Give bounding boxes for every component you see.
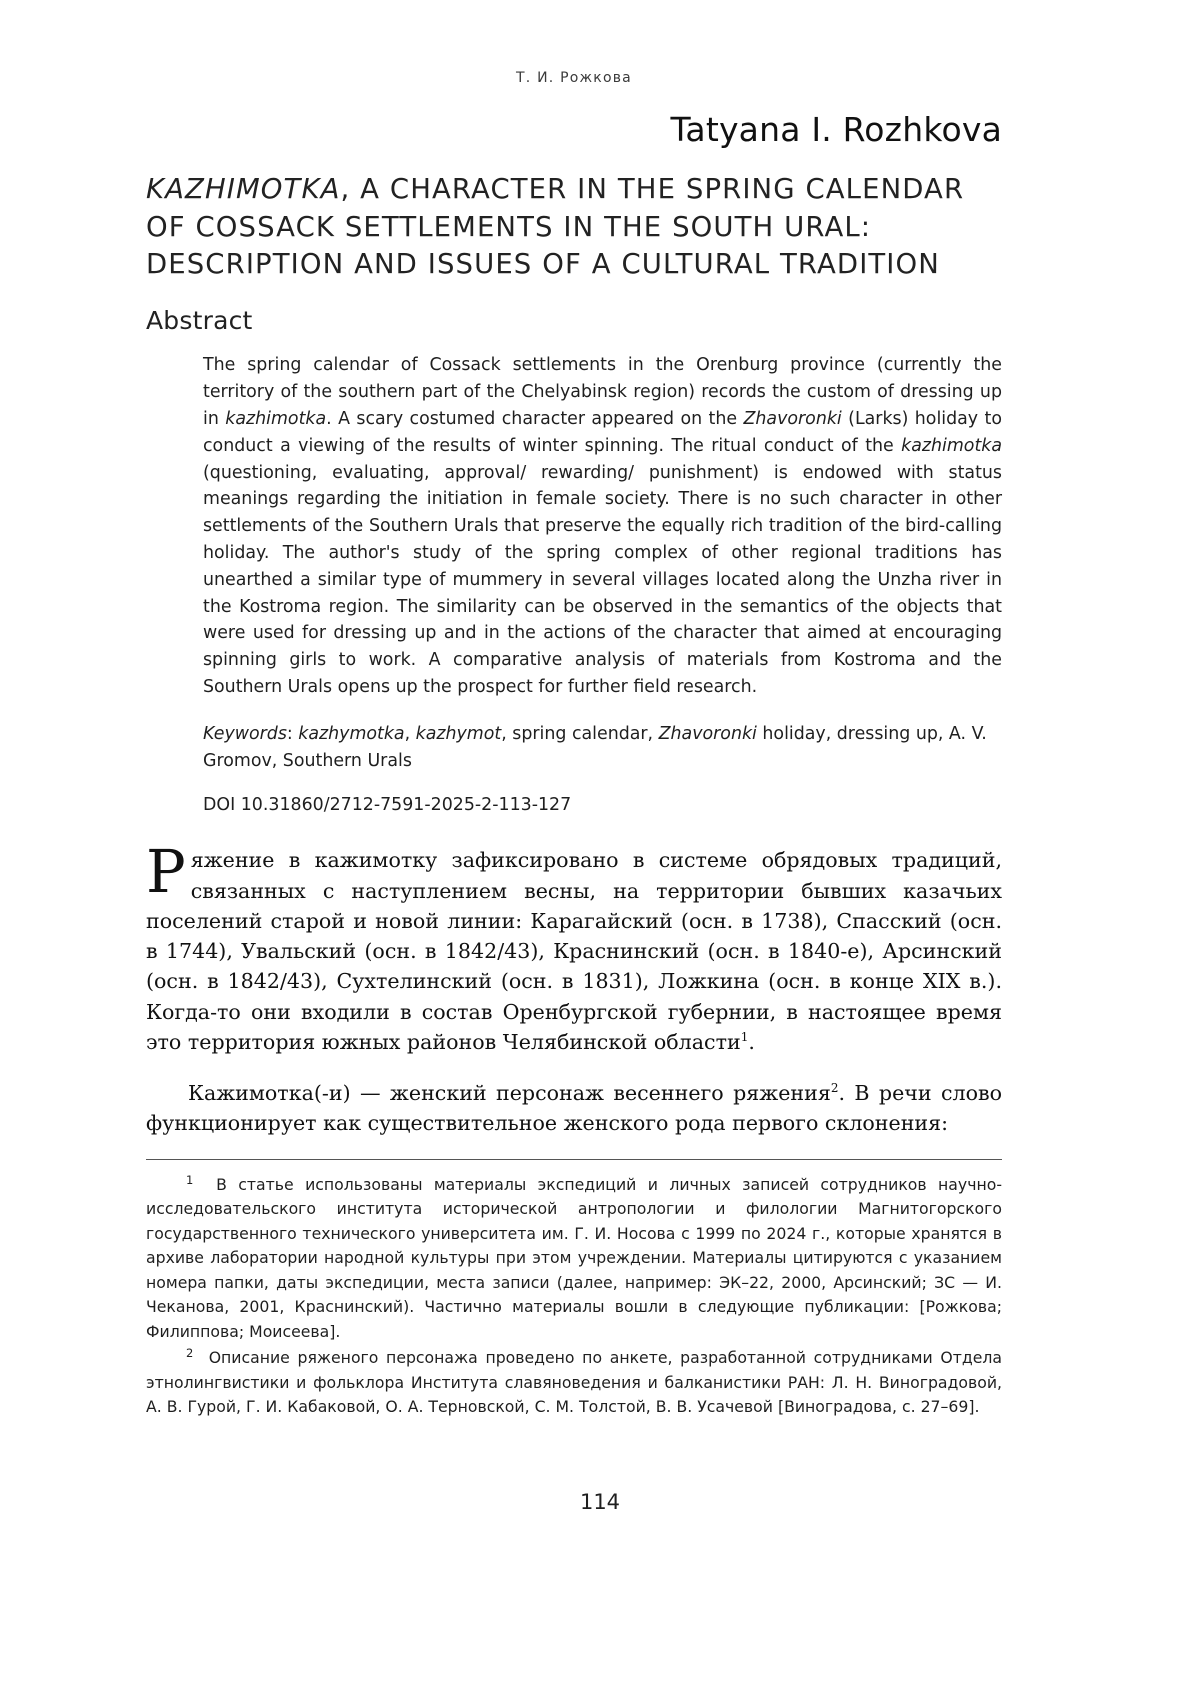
footnote-separator <box>146 1159 1002 1160</box>
abstract-seg-3: (Larks) holiday to conduct a viewing of the results of winter spinning. The ritual conduct of the <box>203 409 1002 456</box>
footnote-marker-2: 2 <box>186 1346 194 1361</box>
page-content <box>146 70 1002 1420</box>
body-p2-text-a: Кажимотка(‑и) — женский персонаж весеннего ряжения <box>188 1080 831 1105</box>
body-block <box>146 837 1002 1138</box>
author-name: Tatyana I. Rozhkova <box>670 110 1002 149</box>
running-head: Т. И. Рожкова <box>516 70 632 86</box>
footnote-ref-2[interactable]: 2 <box>830 1080 839 1095</box>
abstract-italic-2: Zhavoronki <box>743 409 842 429</box>
footnote-1 <box>146 1173 1002 1344</box>
keywords-tail: holiday, dressing up, A. V. Gromov, Southern Urals <box>203 723 987 771</box>
abstract-paragraph <box>203 352 1002 700</box>
keyword-3: Zhavoronki <box>658 723 757 744</box>
abstract-italic-1: kazhimotka <box>225 409 327 429</box>
doi-line: DOI 10.31860/2712-7591-2025-2-113-127 <box>203 795 572 816</box>
keyword-1: kazhymotka <box>298 723 405 744</box>
footnote-marker-1: 1 <box>186 1172 194 1187</box>
keywords-line: Keywords: kazhymotka, kazhymot, spring calendar, Zhavoronki holiday, dressing up, A. V. Gromov, Southern Urals <box>203 723 987 771</box>
title-line1-rest: , A CHARACTER IN THE SPRING CALENDAR <box>340 173 965 205</box>
keywords-mid: , spring calendar, <box>501 723 659 744</box>
abstract-seg-4: (questioning, evaluating, approval/ rewarding/ punishment) is endowed with status meanings regarding the initiation in female society. There is no such character in other settlements of the Southern Urals that preserve the equally rich tradition of the bird-calling holiday. The author's study of the spring complex of other regional traditions has unearthed a similar type of mummery in several villages located along the Unzha river in the Kostroma region. The similarity can be observed in the semantics of the objects that were used for dressing up and in the actions of the character that aimed at encouraging spinning girls to work. A comparative analysis of materials from Kostroma and the Southern Urals opens up the prospect for further field research. <box>203 462 1002 697</box>
abstract-italic-3: kazhimotka <box>901 435 1002 456</box>
abstract-block <box>203 352 1002 815</box>
footnote-2 <box>146 1346 1002 1419</box>
body-p1-tail: . <box>748 1029 755 1054</box>
abstract-heading: Abstract <box>146 306 253 336</box>
title-line2: OF COSSACK SETTLEMENTS IN THE SOUTH URAL: <box>146 210 872 243</box>
abstract-seg-1: The spring calendar of Cossack settlements in the Orenburg province (currently the territory of the southern part of the Chelyabinsk region) records the custom of dressing up in <box>203 355 1002 429</box>
footnote-text-1: В статье использованы материалы экспедиций и личных записей сотрудников научно-исследовательского института исторической антропологии и филологии Магнитогорского государственного технического университета им. Г. И. Носова с 1999 по 2024 г., которые хранятся в архиве лаборатории народной культуры при этом учреждении. Материалы цитируются с указанием номера папки, даты экспедиции, места записи (далее, например: ЭК–22, 2000, Арсинский; ЗС — И. Чеканова, 2001, Краснинский). Частично материалы вошли в следующие публикации: [Рожкова; Филиппова; Моисеева]. <box>146 1174 1002 1341</box>
body-p2-text-b: . В речи слово функционирует как существительное женского рода первого склонения: <box>146 1080 1002 1136</box>
drop-cap: Р <box>146 837 186 907</box>
body-paragraph-1 <box>146 837 1002 1057</box>
title-italic-term: KAZHIMOTKA <box>146 173 341 205</box>
footnote-ref-1[interactable]: 1 <box>740 1030 749 1045</box>
keyword-2: kazhymot <box>415 723 502 744</box>
title-line3: DESCRIPTION AND ISSUES OF A CULTURAL TRADITION <box>146 248 940 281</box>
keywords-label: Keywords <box>203 723 287 744</box>
page-title <box>146 171 1002 284</box>
page-number: 114 <box>579 1490 621 1514</box>
footnote-text-2: Описание ряженого персонажа проведено по анкете, разработанной сотрудниками Отдела этнолингвистики и фольклора Института славяноведения и балканистики РАН: Л. Н. Виноградовой, А. В. Гурой, Г. И. Кабаковой, О. А. Терновской, С. М. Толстой, В. В. Усачевой [Виноградова, с. 27–69]. <box>146 1348 1002 1417</box>
abstract-seg-2: . A scary costumed character appeared on the <box>326 409 744 429</box>
footnotes-block <box>146 1173 1002 1420</box>
body-p1-text: яжение в кажимотку зафиксировано в системе обрядовых традиций, связанных с наступлением весны, на территории бывших казачьих поселений старой и новой линии: Карагайский (осн. в 1738), Спасский (осн. в 1744), Увальский (осн. в 1842/43), Краснинский (осн. в 1840‑е), Арсинский (осн. в 1842/43), Сухтелинский (осн. в 1831), Ложкина (осн. в конце XIX в.). Когда‑то они входили в состав Оренбургской губернии, в настоящее время это территория южных районов Челябинской области <box>146 848 1002 1054</box>
body-paragraph-2 <box>146 1078 1002 1139</box>
